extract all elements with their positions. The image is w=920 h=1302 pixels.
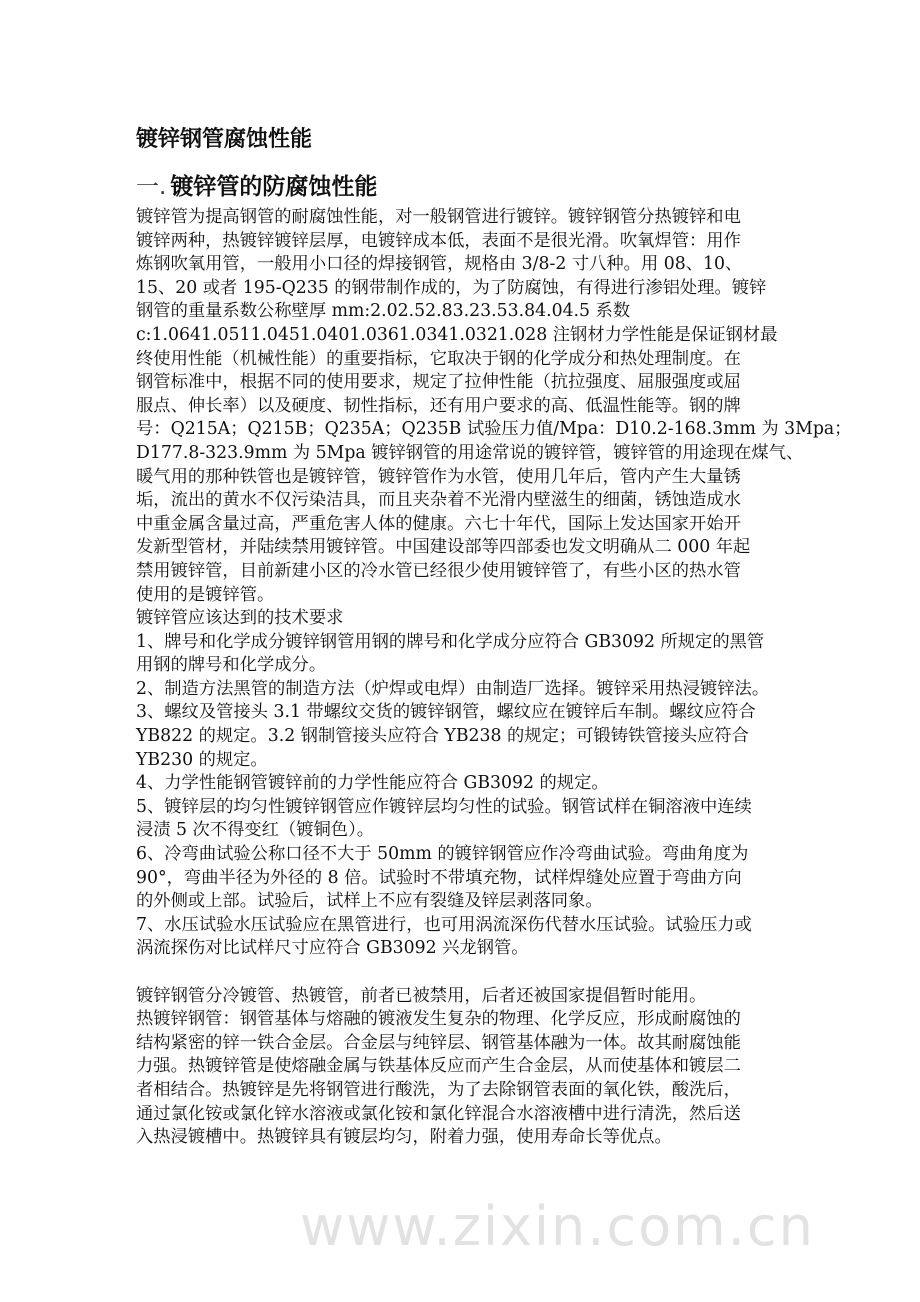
text-line: 炼钢吹氧用管，一般用小口径的焊接钢管，规格由 3/8-2 寸八种。用 08、10、 (136, 254, 743, 275)
text-line: 15、20 或者 195-Q235 的钢带制作成的，为了防腐蚀，有得进行渗铝处理。镀锌 (136, 277, 767, 298)
section-heading (136, 168, 377, 201)
text-line: YB230 的规定。 (136, 749, 268, 770)
text-line: 中重金属含量过高，严重危害人体的健康。六七十年代，国际上发达国家开始开 (136, 513, 741, 534)
watermark: www.zixin.com.cn (300, 1195, 815, 1258)
text-line: 号：Q215A；Q215B；Q235A；Q235B 试验压力值/Mpa：D10.2-168.3mm 为 3Mpa； (136, 419, 852, 440)
text-line: 垢，流出的黄水不仅污染洁具，而且夹杂着不光滑内壁滋生的细菌，锈蚀造成水 (136, 490, 741, 511)
text-line: 镀锌管为提高钢管的耐腐蚀性能，对一般钢管进行镀锌。镀锌钢管分热镀锌和电 (136, 207, 741, 227)
text-line: 服点、伸长率）以及硬度、韧性指标，还有用户要求的高、低温性能等。钢的牌 (136, 395, 741, 416)
text-line: 用钢的牌号和化学成分。 (136, 655, 327, 676)
text-line: 钢管标准中，根据不同的使用要求，规定了拉伸性能（抗拉强度、屈服强度或屈 (136, 372, 741, 393)
body-text (136, 206, 852, 1150)
text-line: 镀锌两种，热镀锌镀锌层厚，电镀锌成本低，表面不是很光滑。吹氧焊管：用作 (136, 230, 741, 251)
text-line: 镀锌钢管分冷镀管、热镀管，前者已被禁用，后者还被国家提倡暂时能用。 (136, 985, 707, 1006)
text-line: 90°，弯曲半径为外径的 8 倍。试验时不带填充物，试样焊缝处应置于弯曲方向 (136, 867, 742, 888)
text-line: 发新型管材，并陆续禁用镀锌管。中国建设部等四部委也发文明确从二 000 年起 (136, 537, 751, 558)
text-line: D177.8-323.9mm 为 5Mpa 镀锌钢管的用途常说的镀锌管，镀锌管的用途现在煤气、 (136, 442, 804, 463)
text-line (136, 961, 796, 985)
text-line: 涡流探伤对比试样尺寸应符合 GB3092 兴龙钢管。 (136, 938, 529, 959)
text-line: c:1.0641.0511.0451.0401.0361.0341.0321.028 注钢材力学性能是保证钢材最 (136, 324, 778, 345)
text-line: YB822 的规定。3.2 钢制管接头应符合 YB238 的规定；可锻铸铁管接头应符合 (136, 726, 749, 747)
text-line: 禁用镀锌管，目前新建小区的冷水管已经很少使用镀锌管了，有些小区的热水管 (136, 560, 741, 581)
text-line: 钢管的重量系数公称壁厚 mm:2.02.52.83.23.53.84.04.5 系数 (136, 301, 631, 322)
section-number: 一. (136, 174, 167, 200)
text-line: 3、螺纹及管接头 3.1 带螺纹交货的镀锌钢管，螺纹应在镀锌后车制。螺纹应符合 (136, 702, 756, 723)
text-line: 结构紧密的锌一铁合金层。合金层与纯锌层、钢管基体融为一体。故其耐腐蚀能 (136, 1032, 741, 1053)
document-title: 镀锌钢管腐蚀性能 (136, 127, 313, 152)
text-line: 6、冷弯曲试验公称口径不大于 50mm 的镀锌钢管应作冷弯曲试验。弯曲角度为 (136, 844, 749, 865)
text-line: 终使用性能（机械性能）的重要指标，它取决于钢的化学成分和热处理制度。在 (136, 348, 741, 369)
text-line: 入热浸镀槽中。热镀锌具有镀层均匀，附着力强，使用寿命长等优点。 (136, 1127, 672, 1148)
text-line: 2、制造方法黑管的制造方法（炉焊或电焊）由制造厂选择。镀锌采用热浸镀锌法。 (136, 678, 770, 699)
section-heading-text: 镀锌管的防腐蚀性能 (170, 174, 378, 200)
text-line: 1、牌号和化学成分镀锌钢管用钢的牌号和化学成分应符合 GB3092 所规定的黑管 (136, 631, 765, 652)
text-line: 的外侧或上部。试验后，试样上不应有裂缝及锌层剥落同象。 (136, 891, 603, 912)
text-line: 者相结合。热镀锌是先将钢管进行酸洗，为了去除钢管表面的氧化铁，酸洗后， (136, 1079, 741, 1100)
text-line: 暖气用的那种铁管也是镀锌管，镀锌管作为水管，使用几年后，管内产生大量锈 (136, 466, 741, 487)
text-line: 镀锌管应该达到的技术要求 (136, 608, 344, 629)
text-line: 热镀锌钢管：钢管基体与熔融的镀液发生复杂的物理、化学反应，形成耐腐蚀的 (136, 1009, 741, 1030)
text-line: 通过氯化铵或氯化锌水溶液或氯化铵和氯化锌混合水溶液槽中进行清洗，然后送 (136, 1103, 741, 1124)
text-line: 7、水压试验水压试验应在黑管进行，也可用涡流深伤代替水压试验。试验压力或 (136, 914, 752, 935)
text-line: 4、力学性能钢管镀锌前的力学性能应符合 GB3092 的规定。 (136, 773, 609, 794)
text-line: 力强。热镀锌管是使熔融金属与铁基体反应而产生合金层，从而使基体和镀层二 (136, 1056, 741, 1077)
text-line: 使用的是镀锌管。 (136, 584, 275, 605)
text-line: 5、镀锌层的均匀性镀锌钢管应作镀锌层均匀性的试验。钢管试样在铜溶液中连续 (136, 796, 752, 817)
text-line: 浸渍 5 次不得变红（镀铜色）。 (136, 820, 374, 841)
